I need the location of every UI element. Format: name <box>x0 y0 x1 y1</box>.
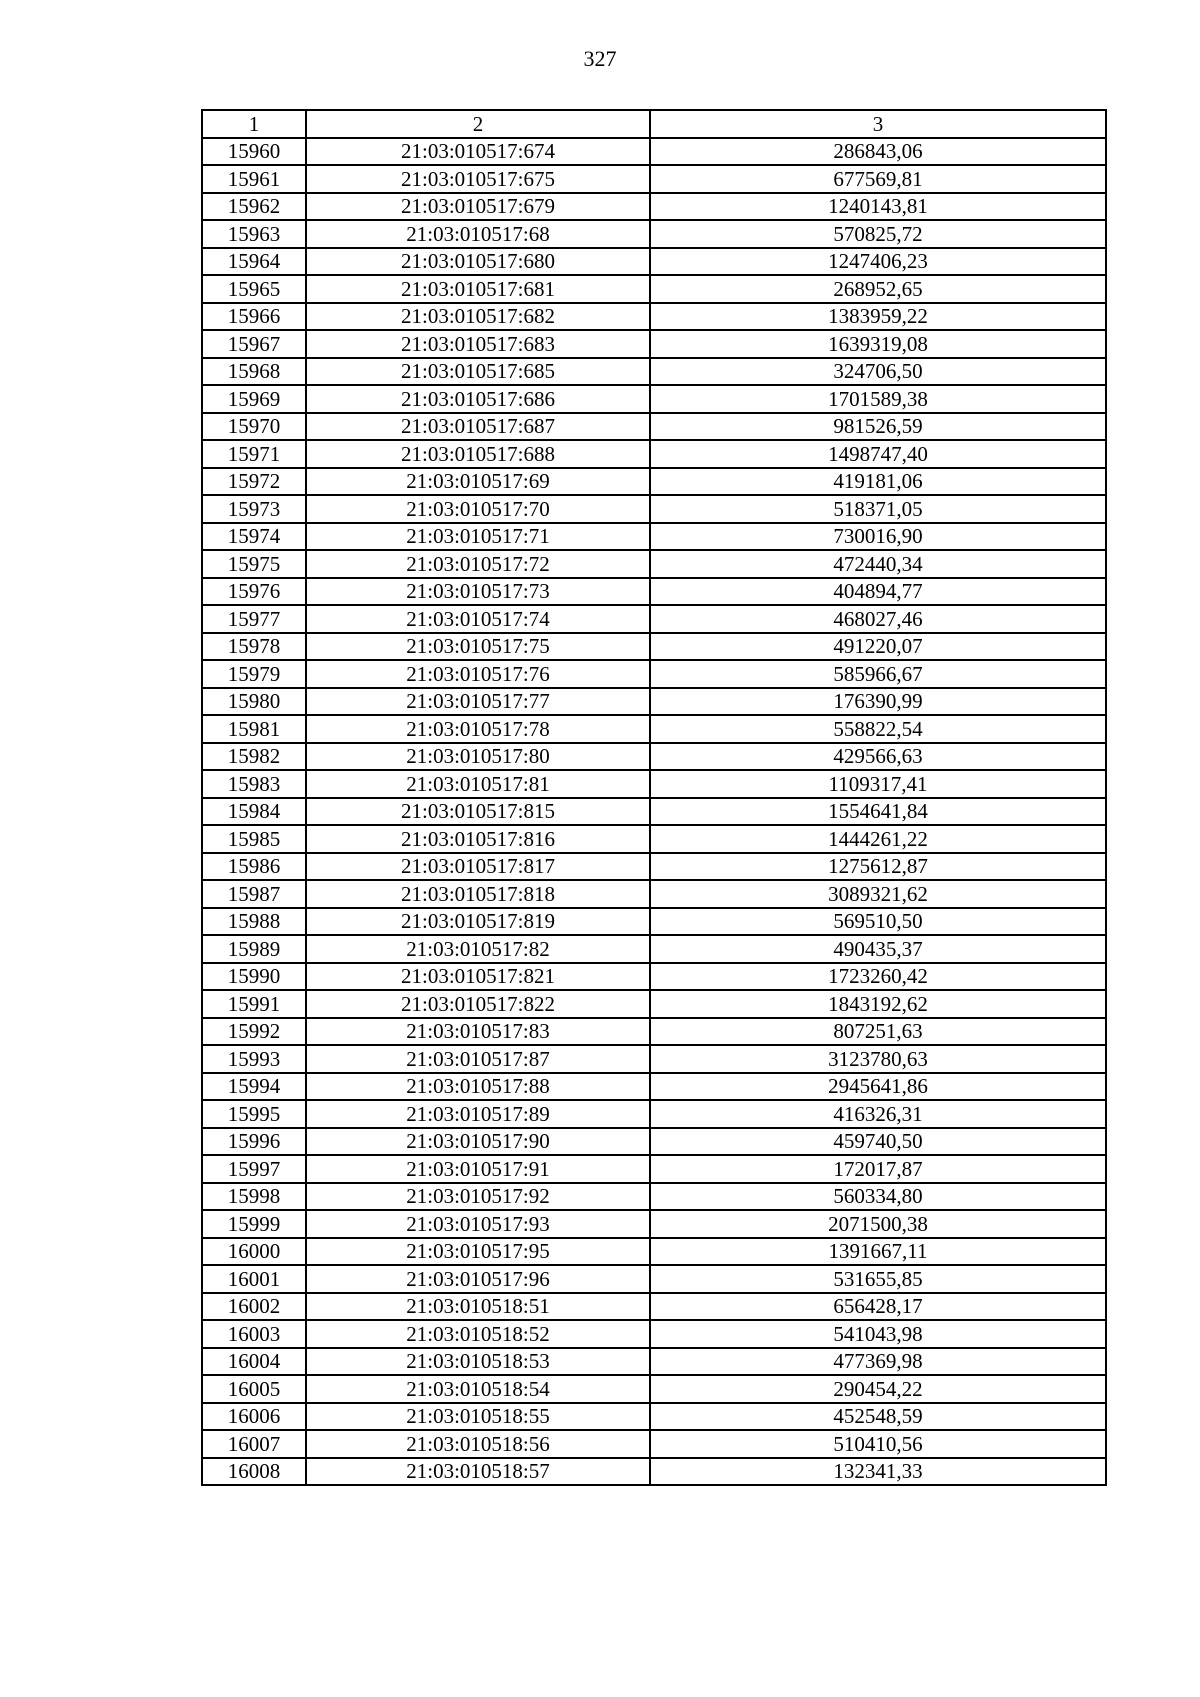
table-row <box>202 908 1106 936</box>
table-row <box>202 880 1106 908</box>
row-number-cell: 15965 <box>202 275 306 303</box>
row-number-cell: 15983 <box>202 770 306 798</box>
cadastral-number-cell: 21:03:010517:683 <box>306 330 650 358</box>
table-row <box>202 1403 1106 1431</box>
value-cell: 510410,56 <box>650 1430 1106 1458</box>
row-number-cell: 15998 <box>202 1183 306 1211</box>
table-row <box>202 1375 1106 1403</box>
cadastral-number-cell: 21:03:010517:88 <box>306 1073 650 1101</box>
cadastral-number-cell: 21:03:010517:685 <box>306 358 650 386</box>
row-number-cell: 15961 <box>202 165 306 193</box>
row-number-cell: 15988 <box>202 908 306 936</box>
table-row <box>202 825 1106 853</box>
row-number-cell: 15973 <box>202 495 306 523</box>
table-row <box>202 743 1106 771</box>
cadastral-number-cell: 21:03:010517:682 <box>306 303 650 331</box>
value-cell: 468027,46 <box>650 605 1106 633</box>
value-cell: 1498747,40 <box>650 440 1106 468</box>
column-header-2: 2 <box>306 110 650 138</box>
table-header <box>202 110 1106 138</box>
table-row <box>202 468 1106 496</box>
row-number-cell: 16000 <box>202 1238 306 1266</box>
row-number-cell: 15971 <box>202 440 306 468</box>
table-row <box>202 193 1106 221</box>
row-number-cell: 15989 <box>202 935 306 963</box>
table-row <box>202 990 1106 1018</box>
table-row <box>202 578 1106 606</box>
row-number-cell: 15982 <box>202 743 306 771</box>
row-number-cell: 15991 <box>202 990 306 1018</box>
row-number-cell: 15963 <box>202 220 306 248</box>
value-cell: 1240143,81 <box>650 193 1106 221</box>
table-row <box>202 1128 1106 1156</box>
value-cell: 2945641,86 <box>650 1073 1106 1101</box>
value-cell: 1723260,42 <box>650 963 1106 991</box>
row-number-cell: 15967 <box>202 330 306 358</box>
row-number-cell: 16008 <box>202 1458 306 1486</box>
row-number-cell: 15997 <box>202 1155 306 1183</box>
table-row <box>202 688 1106 716</box>
row-number-cell: 15964 <box>202 248 306 276</box>
row-number-cell: 15990 <box>202 963 306 991</box>
value-cell: 324706,50 <box>650 358 1106 386</box>
table-row <box>202 138 1106 166</box>
table-row <box>202 495 1106 523</box>
row-number-cell: 15980 <box>202 688 306 716</box>
row-number-cell: 15995 <box>202 1100 306 1128</box>
cadastral-number-cell: 21:03:010517:818 <box>306 880 650 908</box>
table-row <box>202 275 1106 303</box>
cadastral-number-cell: 21:03:010517:87 <box>306 1045 650 1073</box>
table-row <box>202 440 1106 468</box>
table-body <box>202 138 1106 1486</box>
table-row <box>202 385 1106 413</box>
row-number-cell: 15962 <box>202 193 306 221</box>
cadastral-number-cell: 21:03:010518:55 <box>306 1403 650 1431</box>
table-row <box>202 660 1106 688</box>
row-number-cell: 15993 <box>202 1045 306 1073</box>
cadastral-number-cell: 21:03:010518:53 <box>306 1348 650 1376</box>
value-cell: 477369,98 <box>650 1348 1106 1376</box>
value-cell: 2071500,38 <box>650 1210 1106 1238</box>
cadastral-number-cell: 21:03:010517:679 <box>306 193 650 221</box>
header-row <box>202 110 1106 138</box>
value-cell: 404894,77 <box>650 578 1106 606</box>
cadastral-number-cell: 21:03:010517:91 <box>306 1155 650 1183</box>
cadastral-number-cell: 21:03:010517:72 <box>306 550 650 578</box>
row-number-cell: 15999 <box>202 1210 306 1238</box>
value-cell: 452548,59 <box>650 1403 1106 1431</box>
value-cell: 541043,98 <box>650 1320 1106 1348</box>
cadastral-number-cell: 21:03:010517:817 <box>306 853 650 881</box>
cadastral-number-cell: 21:03:010517:75 <box>306 633 650 661</box>
table-row <box>202 1293 1106 1321</box>
value-cell: 585966,67 <box>650 660 1106 688</box>
value-cell: 286843,06 <box>650 138 1106 166</box>
value-cell: 459740,50 <box>650 1128 1106 1156</box>
table-row <box>202 1155 1106 1183</box>
row-number-cell: 16006 <box>202 1403 306 1431</box>
value-cell: 570825,72 <box>650 220 1106 248</box>
table-row <box>202 1210 1106 1238</box>
table-row <box>202 853 1106 881</box>
value-cell: 490435,37 <box>650 935 1106 963</box>
row-number-cell: 16004 <box>202 1348 306 1376</box>
value-cell: 1391667,11 <box>650 1238 1106 1266</box>
cadastral-number-cell: 21:03:010518:52 <box>306 1320 650 1348</box>
cadastral-number-cell: 21:03:010518:56 <box>306 1430 650 1458</box>
table-row <box>202 1265 1106 1293</box>
row-number-cell: 15968 <box>202 358 306 386</box>
cadastral-number-cell: 21:03:010517:816 <box>306 825 650 853</box>
row-number-cell: 15975 <box>202 550 306 578</box>
table-row <box>202 963 1106 991</box>
cadastral-number-cell: 21:03:010517:95 <box>306 1238 650 1266</box>
value-cell: 677569,81 <box>650 165 1106 193</box>
row-number-cell: 16002 <box>202 1293 306 1321</box>
cadastral-number-cell: 21:03:010517:80 <box>306 743 650 771</box>
cadastral-number-cell: 21:03:010517:78 <box>306 715 650 743</box>
table-row <box>202 330 1106 358</box>
value-cell: 569510,50 <box>650 908 1106 936</box>
cadastral-number-cell: 21:03:010517:688 <box>306 440 650 468</box>
value-cell: 176390,99 <box>650 688 1106 716</box>
value-cell: 491220,07 <box>650 633 1106 661</box>
cadastral-number-cell: 21:03:010518:51 <box>306 1293 650 1321</box>
cadastral-number-cell: 21:03:010517:821 <box>306 963 650 991</box>
cadastral-number-cell: 21:03:010517:81 <box>306 770 650 798</box>
value-cell: 472440,34 <box>650 550 1106 578</box>
table-row <box>202 1458 1106 1486</box>
value-cell: 132341,33 <box>650 1458 1106 1486</box>
table-row <box>202 303 1106 331</box>
value-cell: 518371,05 <box>650 495 1106 523</box>
table-row <box>202 1100 1106 1128</box>
row-number-cell: 15987 <box>202 880 306 908</box>
table-row <box>202 605 1106 633</box>
table-row <box>202 550 1106 578</box>
table-row <box>202 633 1106 661</box>
value-cell: 558822,54 <box>650 715 1106 743</box>
cadastral-number-cell: 21:03:010517:687 <box>306 413 650 441</box>
row-number-cell: 16003 <box>202 1320 306 1348</box>
column-header-3: 3 <box>650 110 1106 138</box>
value-cell: 268952,65 <box>650 275 1106 303</box>
row-number-cell: 15974 <box>202 523 306 551</box>
cadastral-number-cell: 21:03:010517:74 <box>306 605 650 633</box>
row-number-cell: 15994 <box>202 1073 306 1101</box>
column-header-1: 1 <box>202 110 306 138</box>
cadastral-number-cell: 21:03:010517:686 <box>306 385 650 413</box>
value-cell: 416326,31 <box>650 1100 1106 1128</box>
value-cell: 1639319,08 <box>650 330 1106 358</box>
table-row <box>202 1430 1106 1458</box>
cadastral-number-cell: 21:03:010517:83 <box>306 1018 650 1046</box>
table-row <box>202 935 1106 963</box>
table-row <box>202 1320 1106 1348</box>
value-cell: 981526,59 <box>650 413 1106 441</box>
cadastral-number-cell: 21:03:010517:68 <box>306 220 650 248</box>
row-number-cell: 15992 <box>202 1018 306 1046</box>
cadastral-number-cell: 21:03:010517:70 <box>306 495 650 523</box>
table-row <box>202 770 1106 798</box>
table-row <box>202 358 1106 386</box>
value-cell: 730016,90 <box>650 523 1106 551</box>
row-number-cell: 15976 <box>202 578 306 606</box>
value-cell: 1247406,23 <box>650 248 1106 276</box>
cadastral-number-cell: 21:03:010517:69 <box>306 468 650 496</box>
cadastral-number-cell: 21:03:010517:93 <box>306 1210 650 1238</box>
table-row <box>202 248 1106 276</box>
table-row <box>202 1045 1106 1073</box>
cadastral-number-cell: 21:03:010518:57 <box>306 1458 650 1486</box>
row-number-cell: 15986 <box>202 853 306 881</box>
table-row <box>202 798 1106 826</box>
value-cell: 1554641,84 <box>650 798 1106 826</box>
value-cell: 419181,06 <box>650 468 1106 496</box>
value-cell: 656428,17 <box>650 1293 1106 1321</box>
table-row <box>202 165 1106 193</box>
cadastral-number-cell: 21:03:010517:73 <box>306 578 650 606</box>
cadastral-number-cell: 21:03:010517:674 <box>306 138 650 166</box>
table-row <box>202 1073 1106 1101</box>
data-table <box>201 109 1107 1486</box>
row-number-cell: 15966 <box>202 303 306 331</box>
table-row <box>202 523 1106 551</box>
table-row <box>202 1183 1106 1211</box>
row-number-cell: 15996 <box>202 1128 306 1156</box>
cadastral-number-cell: 21:03:010517:680 <box>306 248 650 276</box>
cadastral-number-cell: 21:03:010517:681 <box>306 275 650 303</box>
row-number-cell: 15960 <box>202 138 306 166</box>
row-number-cell: 15977 <box>202 605 306 633</box>
row-number-cell: 15979 <box>202 660 306 688</box>
value-cell: 290454,22 <box>650 1375 1106 1403</box>
value-cell: 1701589,38 <box>650 385 1106 413</box>
row-number-cell: 15972 <box>202 468 306 496</box>
cadastral-number-cell: 21:03:010517:89 <box>306 1100 650 1128</box>
cadastral-number-cell: 21:03:010517:90 <box>306 1128 650 1156</box>
table-row <box>202 715 1106 743</box>
row-number-cell: 15969 <box>202 385 306 413</box>
cadastral-number-cell: 21:03:010517:92 <box>306 1183 650 1211</box>
value-cell: 429566,63 <box>650 743 1106 771</box>
value-cell: 172017,87 <box>650 1155 1106 1183</box>
row-number-cell: 16001 <box>202 1265 306 1293</box>
cadastral-number-cell: 21:03:010517:815 <box>306 798 650 826</box>
row-number-cell: 15970 <box>202 413 306 441</box>
value-cell: 531655,85 <box>650 1265 1106 1293</box>
value-cell: 3089321,62 <box>650 880 1106 908</box>
cadastral-number-cell: 21:03:010517:819 <box>306 908 650 936</box>
page-number: 327 <box>583 46 617 71</box>
value-cell: 1383959,22 <box>650 303 1106 331</box>
row-number-cell: 16007 <box>202 1430 306 1458</box>
value-cell: 1843192,62 <box>650 990 1106 1018</box>
cadastral-number-cell: 21:03:010517:96 <box>306 1265 650 1293</box>
cadastral-number-cell: 21:03:010517:77 <box>306 688 650 716</box>
value-cell: 1444261,22 <box>650 825 1106 853</box>
cadastral-number-cell: 21:03:010517:76 <box>306 660 650 688</box>
cadastral-number-cell: 21:03:010517:71 <box>306 523 650 551</box>
table-row <box>202 413 1106 441</box>
cadastral-number-cell: 21:03:010518:54 <box>306 1375 650 1403</box>
table-row <box>202 1348 1106 1376</box>
cadastral-number-cell: 21:03:010517:675 <box>306 165 650 193</box>
value-cell: 3123780,63 <box>650 1045 1106 1073</box>
row-number-cell: 15978 <box>202 633 306 661</box>
row-number-cell: 15981 <box>202 715 306 743</box>
table-row <box>202 1018 1106 1046</box>
row-number-cell: 15985 <box>202 825 306 853</box>
value-cell: 1275612,87 <box>650 853 1106 881</box>
cadastral-number-cell: 21:03:010517:822 <box>306 990 650 1018</box>
value-cell: 560334,80 <box>650 1183 1106 1211</box>
row-number-cell: 16005 <box>202 1375 306 1403</box>
cadastral-number-cell: 21:03:010517:82 <box>306 935 650 963</box>
value-cell: 1109317,41 <box>650 770 1106 798</box>
row-number-cell: 15984 <box>202 798 306 826</box>
table-row <box>202 1238 1106 1266</box>
table-row <box>202 220 1106 248</box>
value-cell: 807251,63 <box>650 1018 1106 1046</box>
